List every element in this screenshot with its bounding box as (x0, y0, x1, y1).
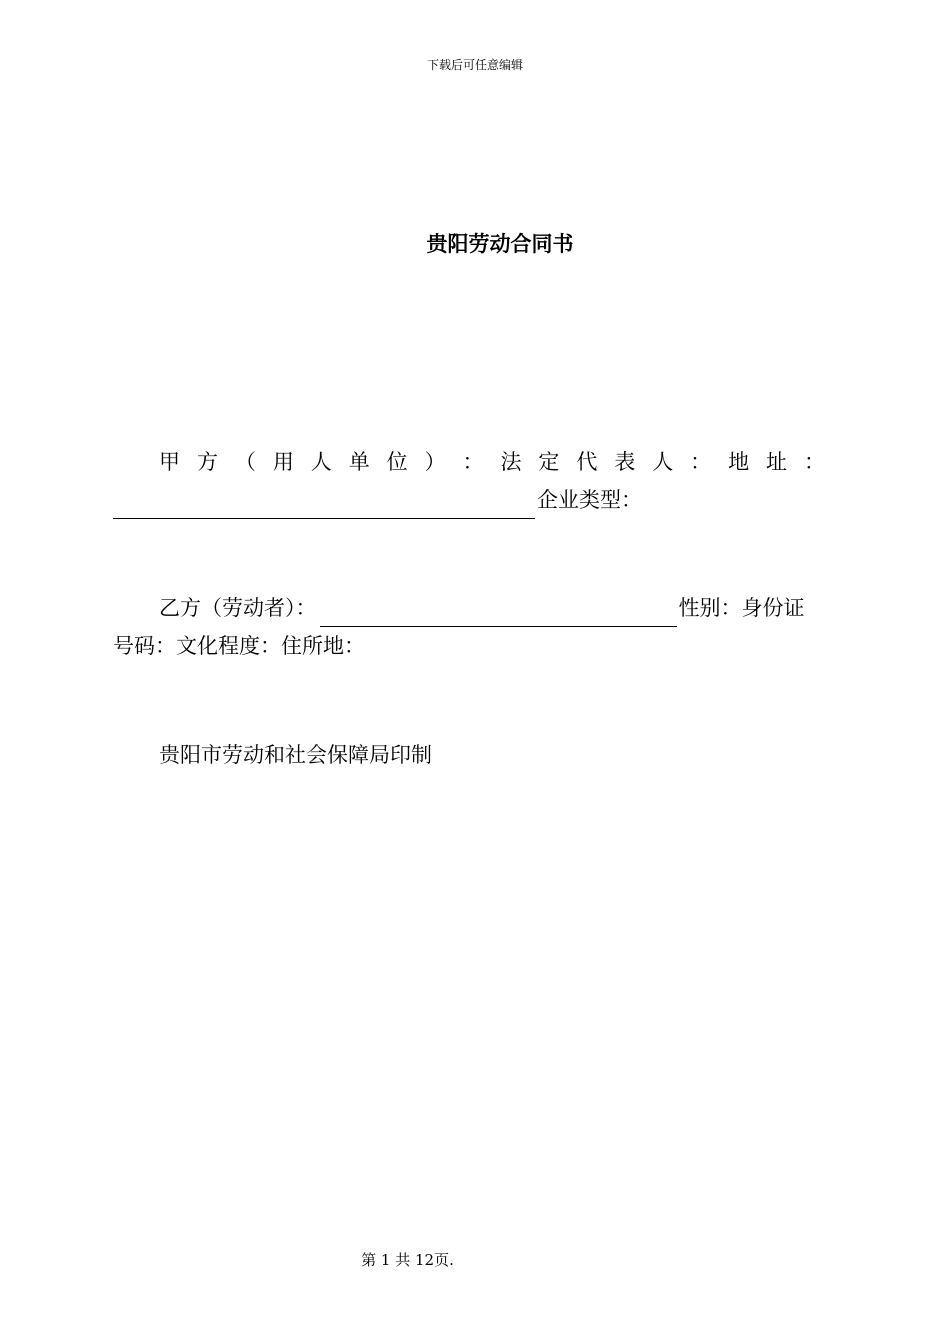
gender-id-label: 性别：身份证 (678, 596, 805, 620)
party-a-char: 定 (538, 450, 560, 474)
printer-note: 贵阳市劳动和社会保障局印制 (159, 743, 432, 767)
party-a-char: 用 (272, 450, 294, 474)
party-a-char: 位 (386, 450, 408, 474)
address-blank-line (113, 491, 535, 519)
total-page-count: 12 (415, 1251, 435, 1269)
party-a-line2 (113, 481, 838, 519)
party-a-char: ： (462, 450, 484, 474)
header-note: 下载后可任意编辑 (426, 58, 523, 72)
party-a-section (113, 443, 838, 519)
party-b-label: 乙方（劳动者）： (159, 596, 317, 620)
party-a-char: 表 (614, 450, 636, 474)
party-a-char: 单 (348, 450, 370, 474)
party-a-char: 址 (766, 450, 787, 474)
worker-name-blank-line (320, 599, 677, 627)
party-b-section (113, 589, 838, 665)
footer-middle: 共 (395, 1251, 411, 1269)
party-a-char: 人 (652, 450, 674, 474)
current-page-number: 1 (380, 1251, 391, 1269)
party-b-line2: 号码：文化程度：住所地： (113, 634, 365, 658)
party-a-char: ： (803, 450, 825, 474)
page-footer (0, 1250, 815, 1270)
party-a-char: 地 (728, 450, 750, 474)
footer-prefix: 第 (361, 1251, 377, 1269)
party-a-char: 甲 (159, 450, 180, 474)
party-a-char: 方 (196, 450, 218, 474)
footer-suffix: 页. (434, 1251, 454, 1269)
party-b-line1 (113, 589, 838, 627)
party-a-char: （ (234, 450, 256, 474)
party-a-line1 (113, 443, 825, 481)
party-a-char: ） (424, 450, 446, 474)
party-a-char: 法 (500, 450, 522, 474)
document-title: 贵阳劳动合同书 (426, 232, 574, 256)
enterprise-type-label: 企业类型： (537, 488, 642, 512)
party-a-char: 代 (576, 450, 598, 474)
party-a-char: ： (690, 450, 712, 474)
party-a-char: 人 (310, 450, 332, 474)
